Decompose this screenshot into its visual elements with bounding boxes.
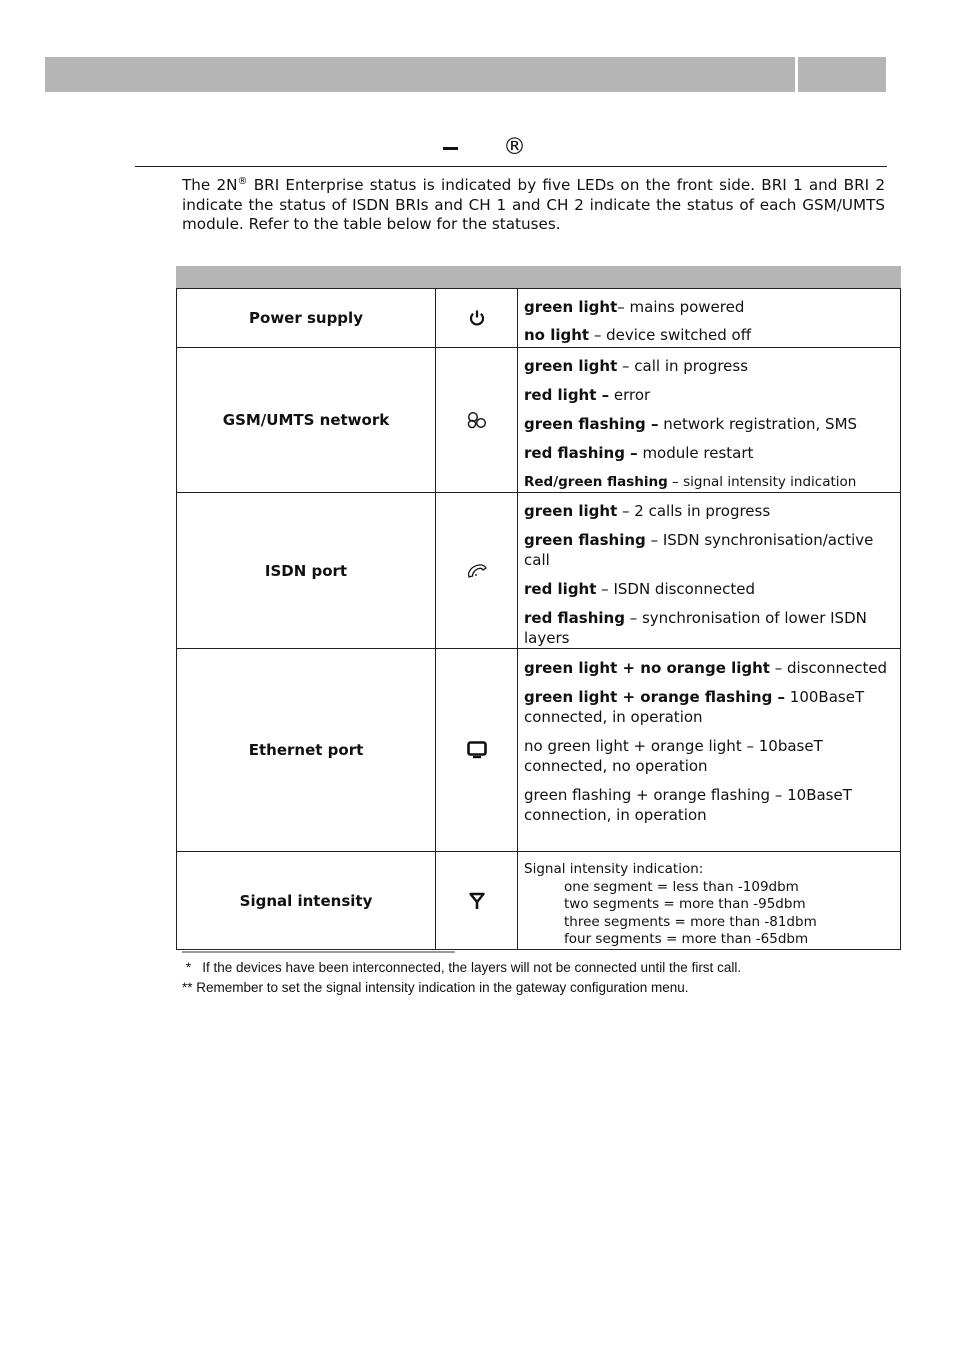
row-description	[518, 649, 901, 852]
footnote-1: * If the devices have been interconnected, the layers will not be connected until the first call.	[182, 960, 742, 975]
section-heading	[135, 132, 887, 167]
row-name: Signal intensity	[177, 852, 436, 950]
table-row	[177, 649, 901, 852]
network-icon	[436, 411, 517, 429]
intro-text: BRI Enterprise status is indicated by five LEDs on the front side. BRI 1 and BRI 2 indicate the status of ISDN BRIs and CH 1 and CH 2 indicate the status of each GSM/UMTS module. Refer to the table below for the statuses.	[182, 176, 885, 234]
row-icon-cell	[436, 348, 518, 493]
status-bold: red light	[524, 580, 597, 598]
status-text: – mains powered	[617, 298, 745, 316]
status-bold: no light	[524, 326, 590, 344]
signal-segment: four segments = more than -65dbm	[564, 931, 809, 947]
row-description	[518, 289, 901, 348]
monitor-icon	[436, 741, 517, 759]
status-bold: green light	[524, 298, 618, 316]
status-bold: red flashing	[524, 609, 625, 627]
status-bold: green flashing –	[524, 415, 659, 433]
status-bold: green light	[524, 357, 618, 375]
table-row	[177, 348, 901, 493]
antenna-icon	[436, 892, 517, 910]
phone-icon	[436, 563, 517, 579]
header-bar-page-box	[798, 57, 886, 92]
status-bold: green light	[524, 502, 618, 520]
intro-paragraph	[182, 176, 885, 235]
row-icon-cell	[436, 649, 518, 852]
status-text: 100BaseT connected, in operation	[524, 688, 865, 726]
row-icon-cell	[436, 852, 518, 950]
status-bold: green light + no orange light	[524, 659, 770, 677]
intro-registered-sup: ®	[237, 175, 248, 187]
footnote-2: ** Remember to set the signal intensity indication in the gateway configuration menu.	[182, 980, 689, 995]
status-text: – disconnected	[769, 659, 888, 677]
status-text: module restart	[637, 444, 754, 462]
row-name: Ethernet port	[177, 649, 436, 852]
row-name: Power supply	[177, 289, 436, 348]
signal-segment: one segment = less than -109dbm	[564, 878, 799, 895]
row-description	[518, 348, 901, 493]
signal-title: Signal intensity indication:	[524, 861, 704, 877]
row-icon-cell	[436, 493, 518, 649]
status-text: error	[609, 386, 651, 404]
table-row	[177, 289, 901, 348]
header-bar	[45, 57, 795, 92]
status-text: – ISDN synchronisation/active call	[524, 531, 874, 569]
status-text: – device switched off	[589, 326, 752, 344]
row-description	[518, 493, 901, 649]
status-bold: green light + orange flashing –	[524, 688, 786, 706]
status-text: – signal intensity indication	[667, 474, 857, 490]
table-row	[177, 852, 901, 950]
status-text: – synchronisation of lower ISDN layers	[524, 609, 867, 647]
heading-registered-mark: ®	[503, 134, 526, 160]
signal-segment: two segments = more than -95dbm	[564, 896, 806, 912]
status-text: green flashing + orange flashing – 10BaseT connection, in operation	[524, 786, 852, 824]
power-icon	[436, 309, 517, 327]
status-bold: Red/green flashing	[524, 474, 668, 490]
row-icon-cell	[436, 289, 518, 348]
status-text: network registration, SMS	[658, 415, 858, 433]
status-text: – ISDN disconnected	[596, 580, 755, 598]
row-name: ISDN port	[177, 493, 436, 649]
status-bold: green flashing	[524, 531, 646, 549]
row-name: GSM/UMTS network	[177, 348, 436, 493]
status-text: – call in progress	[617, 357, 749, 375]
table-header-bar	[176, 266, 901, 289]
status-bold: red light –	[524, 386, 610, 404]
table-row	[177, 493, 901, 649]
heading-dash	[443, 147, 458, 150]
status-text: no green light + orange light – 10baseT connected, no operation	[524, 737, 823, 775]
status-text: – 2 calls in progress	[617, 502, 771, 520]
led-status-table	[176, 288, 901, 950]
intro-prefix: The 2N	[182, 176, 238, 194]
footnote-rule	[182, 951, 455, 953]
row-description	[518, 852, 901, 950]
signal-segment: three segments = more than -81dbm	[564, 913, 817, 930]
status-bold: red flashing –	[524, 444, 638, 462]
